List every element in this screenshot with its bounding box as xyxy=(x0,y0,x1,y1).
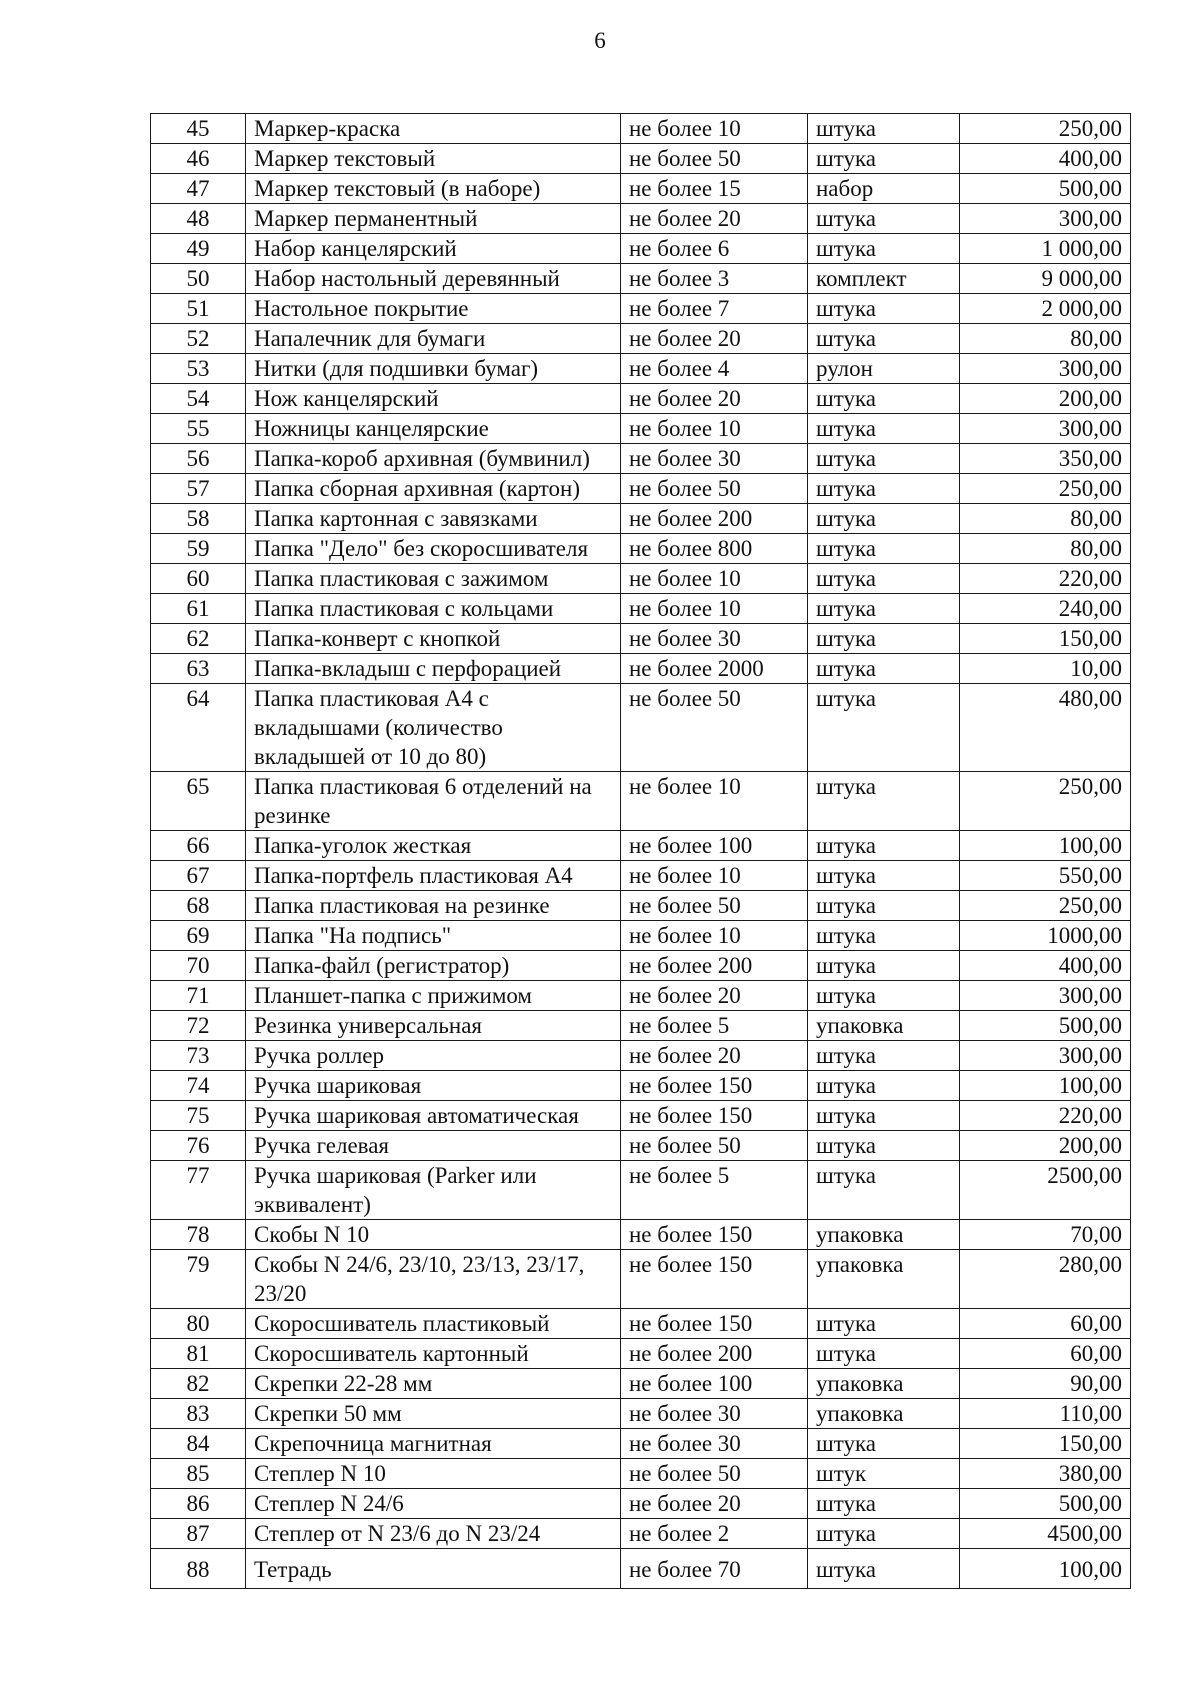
item-name-cell: Папка пластиковая на резинке xyxy=(246,891,621,921)
quantity-cell: не более 150 xyxy=(621,1309,808,1339)
price-cell: 400,00 xyxy=(960,144,1131,174)
price-cell: 300,00 xyxy=(960,204,1131,234)
quantity-cell: не более 30 xyxy=(621,1399,808,1429)
quantity-cell: не более 30 xyxy=(621,1429,808,1459)
table-row xyxy=(151,204,1131,234)
price-cell: 300,00 xyxy=(960,981,1131,1011)
row-number-cell: 57 xyxy=(151,474,246,504)
table-row xyxy=(151,861,1131,891)
unit-cell: штука xyxy=(808,414,960,444)
row-number-cell: 86 xyxy=(151,1489,246,1519)
item-name-cell: Ручка роллер xyxy=(246,1041,621,1071)
unit-cell: штука xyxy=(808,1041,960,1071)
price-cell: 150,00 xyxy=(960,1429,1131,1459)
table-row xyxy=(151,564,1131,594)
unit-cell: штука xyxy=(808,861,960,891)
row-number-cell: 82 xyxy=(151,1369,246,1399)
price-cell: 100,00 xyxy=(960,1549,1131,1589)
table-row xyxy=(151,144,1131,174)
row-number-cell: 46 xyxy=(151,144,246,174)
row-number-cell: 85 xyxy=(151,1459,246,1489)
unit-cell: штука xyxy=(808,294,960,324)
row-number-cell: 49 xyxy=(151,234,246,264)
price-cell: 200,00 xyxy=(960,1131,1131,1161)
item-name-cell: Скоросшиватель картонный xyxy=(246,1339,621,1369)
item-name-cell: Ручка шариковая xyxy=(246,1071,621,1101)
unit-cell: штука xyxy=(808,1071,960,1101)
price-cell: 150,00 xyxy=(960,624,1131,654)
row-number-cell: 66 xyxy=(151,831,246,861)
row-number-cell: 62 xyxy=(151,624,246,654)
quantity-cell: не более 20 xyxy=(621,1489,808,1519)
quantity-cell: не более 150 xyxy=(621,1101,808,1131)
item-name-cell: Скобы N 10 xyxy=(246,1220,621,1250)
unit-cell: штука xyxy=(808,474,960,504)
row-number-cell: 74 xyxy=(151,1071,246,1101)
table-row xyxy=(151,474,1131,504)
price-cell: 9 000,00 xyxy=(960,264,1131,294)
quantity-cell: не более 50 xyxy=(621,474,808,504)
row-number-cell: 63 xyxy=(151,654,246,684)
row-number-cell: 65 xyxy=(151,772,246,831)
price-cell: 10,00 xyxy=(960,654,1131,684)
quantity-cell: не более 10 xyxy=(621,114,808,144)
item-name-cell: Степлер N 24/6 xyxy=(246,1489,621,1519)
unit-cell: штука xyxy=(808,1429,960,1459)
item-name-cell: Скрепки 50 мм xyxy=(246,1399,621,1429)
table-row xyxy=(151,414,1131,444)
quantity-cell: не более 15 xyxy=(621,174,808,204)
price-cell: 300,00 xyxy=(960,354,1131,384)
table-row xyxy=(151,1011,1131,1041)
table-row xyxy=(151,114,1131,144)
table-row xyxy=(151,384,1131,414)
unit-cell: штука xyxy=(808,534,960,564)
item-name-cell: Папка-конверт с кнопкой xyxy=(246,624,621,654)
item-name-cell: Папка пластиковая с кольцами xyxy=(246,594,621,624)
item-name-cell: Папка-портфель пластиковая А4 xyxy=(246,861,621,891)
quantity-cell: не более 100 xyxy=(621,1369,808,1399)
items-table-body xyxy=(151,114,1131,1589)
item-name-cell: Нож канцелярский xyxy=(246,384,621,414)
price-cell: 480,00 xyxy=(960,684,1131,772)
price-cell: 380,00 xyxy=(960,1459,1131,1489)
row-number-cell: 88 xyxy=(151,1549,246,1589)
quantity-cell: не более 20 xyxy=(621,324,808,354)
row-number-cell: 80 xyxy=(151,1309,246,1339)
row-number-cell: 84 xyxy=(151,1429,246,1459)
item-name-cell: Маркер текстовый (в наборе) xyxy=(246,174,621,204)
row-number-cell: 70 xyxy=(151,951,246,981)
row-number-cell: 48 xyxy=(151,204,246,234)
row-number-cell: 59 xyxy=(151,534,246,564)
price-cell: 250,00 xyxy=(960,891,1131,921)
price-cell: 1000,00 xyxy=(960,921,1131,951)
item-name-cell: Ручка шариковая (Parker или эквивалент) xyxy=(246,1161,621,1220)
unit-cell: штука xyxy=(808,921,960,951)
unit-cell: штука xyxy=(808,891,960,921)
row-number-cell: 56 xyxy=(151,444,246,474)
table-row xyxy=(151,921,1131,951)
unit-cell: штука xyxy=(808,444,960,474)
quantity-cell: не более 200 xyxy=(621,504,808,534)
quantity-cell: не более 2 xyxy=(621,1519,808,1549)
price-cell: 250,00 xyxy=(960,114,1131,144)
quantity-cell: не более 10 xyxy=(621,861,808,891)
item-name-cell: Ручка шариковая автоматическая xyxy=(246,1101,621,1131)
item-name-cell: Скобы N 24/6, 23/10, 23/13, 23/17, 23/20 xyxy=(246,1250,621,1309)
item-name-cell: Папка-уголок жесткая xyxy=(246,831,621,861)
unit-cell: штука xyxy=(808,951,960,981)
item-name-cell: Папка-файл (регистратор) xyxy=(246,951,621,981)
item-name-cell: Набор канцелярский xyxy=(246,234,621,264)
price-cell: 220,00 xyxy=(960,564,1131,594)
price-cell: 100,00 xyxy=(960,831,1131,861)
price-cell: 70,00 xyxy=(960,1220,1131,1250)
quantity-cell: не более 7 xyxy=(621,294,808,324)
price-cell: 2500,00 xyxy=(960,1161,1131,1220)
table-row xyxy=(151,1309,1131,1339)
price-cell: 500,00 xyxy=(960,1489,1131,1519)
quantity-cell: не более 50 xyxy=(621,144,808,174)
table-row xyxy=(151,684,1131,772)
unit-cell: комплект xyxy=(808,264,960,294)
table-row xyxy=(151,1399,1131,1429)
unit-cell: упаковка xyxy=(808,1250,960,1309)
price-cell: 60,00 xyxy=(960,1339,1131,1369)
price-cell: 60,00 xyxy=(960,1309,1131,1339)
price-cell: 4500,00 xyxy=(960,1519,1131,1549)
item-name-cell: Папка картонная с завязками xyxy=(246,504,621,534)
table-row xyxy=(151,1489,1131,1519)
quantity-cell: не более 30 xyxy=(621,624,808,654)
item-name-cell: Папка пластиковая с зажимом xyxy=(246,564,621,594)
quantity-cell: не более 50 xyxy=(621,1459,808,1489)
quantity-cell: не более 2000 xyxy=(621,654,808,684)
unit-cell: штука xyxy=(808,384,960,414)
unit-cell: штука xyxy=(808,684,960,772)
unit-cell: штука xyxy=(808,324,960,354)
item-name-cell: Напалечник для бумаги xyxy=(246,324,621,354)
price-cell: 200,00 xyxy=(960,384,1131,414)
item-name-cell: Папка пластиковая 6 отделений на резинке xyxy=(246,772,621,831)
table-row xyxy=(151,1369,1131,1399)
table-row xyxy=(151,324,1131,354)
unit-cell: штука xyxy=(808,1549,960,1589)
price-cell: 500,00 xyxy=(960,1011,1131,1041)
row-number-cell: 64 xyxy=(151,684,246,772)
item-name-cell: Скрепочница магнитная xyxy=(246,1429,621,1459)
unit-cell: штука xyxy=(808,1339,960,1369)
table-row xyxy=(151,1250,1131,1309)
price-cell: 300,00 xyxy=(960,414,1131,444)
row-number-cell: 61 xyxy=(151,594,246,624)
table-row xyxy=(151,1339,1131,1369)
row-number-cell: 52 xyxy=(151,324,246,354)
price-cell: 300,00 xyxy=(960,1041,1131,1071)
table-row xyxy=(151,951,1131,981)
row-number-cell: 81 xyxy=(151,1339,246,1369)
unit-cell: упаковка xyxy=(808,1399,960,1429)
items-table xyxy=(150,113,1131,1589)
table-row xyxy=(151,1549,1131,1589)
row-number-cell: 78 xyxy=(151,1220,246,1250)
quantity-cell: не более 200 xyxy=(621,951,808,981)
page-number: 6 xyxy=(594,28,606,53)
item-name-cell: Папка-вкладыш с перфорацией xyxy=(246,654,621,684)
unit-cell: штука xyxy=(808,981,960,1011)
unit-cell: упаковка xyxy=(808,1011,960,1041)
row-number-cell: 73 xyxy=(151,1041,246,1071)
table-row xyxy=(151,504,1131,534)
price-cell: 280,00 xyxy=(960,1250,1131,1309)
unit-cell: набор xyxy=(808,174,960,204)
item-name-cell: Папка сборная архивная (картон) xyxy=(246,474,621,504)
item-name-cell: Резинка универсальная xyxy=(246,1011,621,1041)
table-row xyxy=(151,1041,1131,1071)
quantity-cell: не более 5 xyxy=(621,1161,808,1220)
row-number-cell: 51 xyxy=(151,294,246,324)
item-name-cell: Папка-короб архивная (бумвинил) xyxy=(246,444,621,474)
price-cell: 1 000,00 xyxy=(960,234,1131,264)
table-row xyxy=(151,831,1131,861)
row-number-cell: 54 xyxy=(151,384,246,414)
unit-cell: штука xyxy=(808,1101,960,1131)
table-row xyxy=(151,654,1131,684)
item-name-cell: Папка "На подпись" xyxy=(246,921,621,951)
quantity-cell: не более 150 xyxy=(621,1220,808,1250)
table-row xyxy=(151,1071,1131,1101)
quantity-cell: не более 5 xyxy=(621,1011,808,1041)
price-cell: 550,00 xyxy=(960,861,1131,891)
row-number-cell: 53 xyxy=(151,354,246,384)
table-row xyxy=(151,174,1131,204)
unit-cell: штука xyxy=(808,1131,960,1161)
row-number-cell: 71 xyxy=(151,981,246,1011)
item-name-cell: Нитки (для подшивки бумаг) xyxy=(246,354,621,384)
quantity-cell: не более 10 xyxy=(621,921,808,951)
row-number-cell: 68 xyxy=(151,891,246,921)
unit-cell: штука xyxy=(808,504,960,534)
unit-cell: штука xyxy=(808,594,960,624)
row-number-cell: 72 xyxy=(151,1011,246,1041)
item-name-cell: Маркер перманентный xyxy=(246,204,621,234)
quantity-cell: не более 150 xyxy=(621,1071,808,1101)
unit-cell: рулон xyxy=(808,354,960,384)
price-cell: 100,00 xyxy=(960,1071,1131,1101)
quantity-cell: не более 50 xyxy=(621,1131,808,1161)
unit-cell: упаковка xyxy=(808,1220,960,1250)
quantity-cell: не более 6 xyxy=(621,234,808,264)
quantity-cell: не более 200 xyxy=(621,1339,808,1369)
item-name-cell: Степлер N 10 xyxy=(246,1459,621,1489)
item-name-cell: Ручка гелевая xyxy=(246,1131,621,1161)
price-cell: 90,00 xyxy=(960,1369,1131,1399)
unit-cell: штука xyxy=(808,831,960,861)
table-row xyxy=(151,1220,1131,1250)
quantity-cell: не более 4 xyxy=(621,354,808,384)
price-cell: 350,00 xyxy=(960,444,1131,474)
table-row xyxy=(151,1519,1131,1549)
quantity-cell: не более 3 xyxy=(621,264,808,294)
quantity-cell: не более 30 xyxy=(621,444,808,474)
quantity-cell: не более 10 xyxy=(621,564,808,594)
row-number-cell: 77 xyxy=(151,1161,246,1220)
price-cell: 250,00 xyxy=(960,474,1131,504)
unit-cell: штука xyxy=(808,204,960,234)
item-name-cell: Степлер от N 23/6 до N 23/24 xyxy=(246,1519,621,1549)
table-row xyxy=(151,624,1131,654)
unit-cell: штука xyxy=(808,1309,960,1339)
row-number-cell: 76 xyxy=(151,1131,246,1161)
item-name-cell: Скоросшиватель пластиковый xyxy=(246,1309,621,1339)
quantity-cell: не более 10 xyxy=(621,594,808,624)
row-number-cell: 45 xyxy=(151,114,246,144)
quantity-cell: не более 50 xyxy=(621,891,808,921)
unit-cell: штука xyxy=(808,654,960,684)
table-row xyxy=(151,1459,1131,1489)
table-row xyxy=(151,981,1131,1011)
unit-cell: штука xyxy=(808,624,960,654)
unit-cell: штука xyxy=(808,772,960,831)
row-number-cell: 79 xyxy=(151,1250,246,1309)
quantity-cell: не более 800 xyxy=(621,534,808,564)
item-name-cell: Маркер текстовый xyxy=(246,144,621,174)
unit-cell: штука xyxy=(808,1161,960,1220)
item-name-cell: Ножницы канцелярские xyxy=(246,414,621,444)
unit-cell: штука xyxy=(808,114,960,144)
unit-cell: упаковка xyxy=(808,1369,960,1399)
price-cell: 250,00 xyxy=(960,772,1131,831)
quantity-cell: не более 10 xyxy=(621,414,808,444)
item-name-cell: Планшет-папка с прижимом xyxy=(246,981,621,1011)
table-row xyxy=(151,444,1131,474)
item-name-cell: Тетрадь xyxy=(246,1549,621,1589)
row-number-cell: 60 xyxy=(151,564,246,594)
table-row xyxy=(151,234,1131,264)
item-name-cell: Маркер-краска xyxy=(246,114,621,144)
table-row xyxy=(151,264,1131,294)
table-row xyxy=(151,594,1131,624)
price-cell: 400,00 xyxy=(960,951,1131,981)
item-name-cell: Скрепки 22-28 мм xyxy=(246,1369,621,1399)
quantity-cell: не более 100 xyxy=(621,831,808,861)
row-number-cell: 47 xyxy=(151,174,246,204)
price-cell: 80,00 xyxy=(960,534,1131,564)
row-number-cell: 67 xyxy=(151,861,246,891)
quantity-cell: не более 150 xyxy=(621,1250,808,1309)
table-row xyxy=(151,354,1131,384)
row-number-cell: 58 xyxy=(151,504,246,534)
quantity-cell: не более 20 xyxy=(621,981,808,1011)
row-number-cell: 50 xyxy=(151,264,246,294)
table-row xyxy=(151,1161,1131,1220)
table-row xyxy=(151,1131,1131,1161)
unit-cell: штука xyxy=(808,144,960,174)
item-name-cell: Набор настольный деревянный xyxy=(246,264,621,294)
table-row xyxy=(151,1429,1131,1459)
row-number-cell: 83 xyxy=(151,1399,246,1429)
row-number-cell: 75 xyxy=(151,1101,246,1131)
price-cell: 80,00 xyxy=(960,504,1131,534)
unit-cell: штука xyxy=(808,1489,960,1519)
price-cell: 110,00 xyxy=(960,1399,1131,1429)
quantity-cell: не более 20 xyxy=(621,1041,808,1071)
price-cell: 500,00 xyxy=(960,174,1131,204)
item-name-cell: Папка пластиковая А4 с вкладышами (количество вкладышей от 10 до 80) xyxy=(246,684,621,772)
quantity-cell: не более 20 xyxy=(621,384,808,414)
price-cell: 80,00 xyxy=(960,324,1131,354)
quantity-cell: не более 50 xyxy=(621,684,808,772)
item-name-cell: Настольное покрытие xyxy=(246,294,621,324)
row-number-cell: 87 xyxy=(151,1519,246,1549)
quantity-cell: не более 70 xyxy=(621,1549,808,1589)
price-cell: 220,00 xyxy=(960,1101,1131,1131)
price-cell: 2 000,00 xyxy=(960,294,1131,324)
unit-cell: штук xyxy=(808,1459,960,1489)
item-name-cell: Папка "Дело" без скоросшивателя xyxy=(246,534,621,564)
quantity-cell: не более 10 xyxy=(621,772,808,831)
table-row xyxy=(151,1101,1131,1131)
table-row xyxy=(151,772,1131,831)
unit-cell: штука xyxy=(808,564,960,594)
row-number-cell: 69 xyxy=(151,921,246,951)
unit-cell: штука xyxy=(808,1519,960,1549)
table-row xyxy=(151,534,1131,564)
table-row xyxy=(151,294,1131,324)
row-number-cell: 55 xyxy=(151,414,246,444)
price-cell: 240,00 xyxy=(960,594,1131,624)
table-row xyxy=(151,891,1131,921)
unit-cell: штука xyxy=(808,234,960,264)
quantity-cell: не более 20 xyxy=(621,204,808,234)
